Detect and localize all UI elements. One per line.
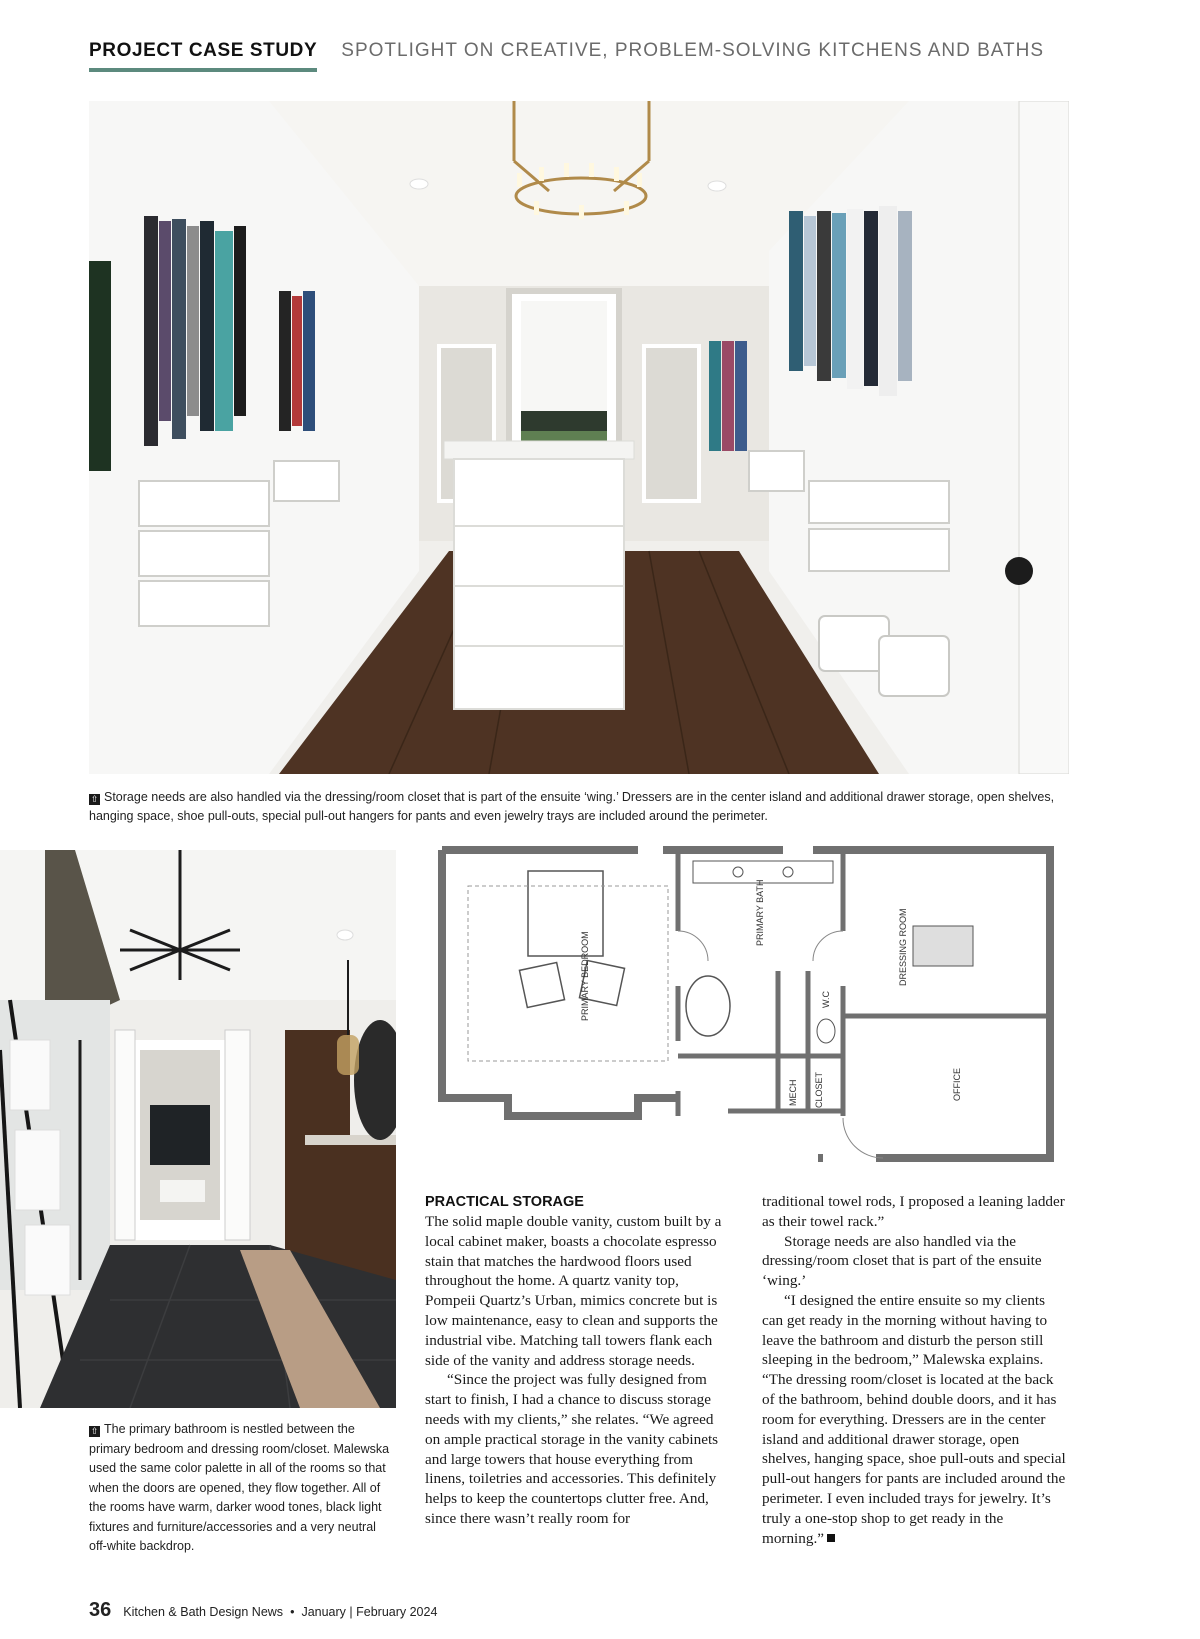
floor-plan (438, 846, 1054, 1168)
publication-name: Kitchen & Bath Design News (123, 1605, 284, 1619)
article-subhead: PRACTICAL STORAGE (425, 1194, 584, 1210)
footer-separator: • (290, 1605, 295, 1619)
arrow-up-icon: ⇧ (90, 1426, 99, 1436)
room-label-office: OFFICE (952, 1068, 962, 1101)
issue-date: January | February 2024 (301, 1605, 438, 1619)
article-paragraph: The solid maple double vanity, custom built by a local cabinet maker, boasts a chocolate espresso stain that matches the hardwood floors used throughout the home. A quartz vanity top, Pompeii Quartz’s Urban, mimics concrete but is low maintenance, easy to clean and supports the industrial vibe. Matching tall towers flank each side of the vanity and address storage needs. (425, 1213, 722, 1369)
room-label-dressing-room: DRESSING ROOM (898, 908, 908, 986)
article-column-2 (762, 1192, 1068, 1548)
section-subtitle: SPOTLIGHT ON CREATIVE, PROBLEM-SOLVING KITCHENS AND BATHS (341, 40, 1045, 61)
room-label-primary-bath: PRIMARY BATH (755, 879, 765, 946)
bathroom-photo-caption (89, 1420, 395, 1557)
caption-text: Storage needs are also handled via the dressing/room closet that is part of the ensuite ‘wing.’ Dressers are in the center island and additional drawer storage, open shelves, hanging space, shoe pull-outs, special pull-out hangers for pants and even jewelry trays are included around the perimeter. (89, 790, 1055, 823)
article-paragraph: Storage needs are also handled via the dressing/room closet that is part of the ensuite ‘wing.’ (762, 1232, 1042, 1290)
caption-text: The primary bathroom is nestled between the primary bedroom and dressing room/closet. Malewska used the same color palette in all of the rooms so that when the doors are opened, they flow together. All of the rooms have warm, darker wood tones, black light fixtures and furniture/accessories and a very neutral off-white backdrop. (89, 1422, 390, 1553)
arrow-up-icon: ⇧ (90, 794, 99, 804)
article-paragraph-text: “I designed the entire ensuite so my clients can get ready in the morning without having to leave the bathroom and disturb the person still sleeping in the bedroom,” Malewska explains. “The dressing room/closet is located at the back of the bathroom, behind double doors, and it has room for everything. Dressers are in the center island and additional drawer storage, open shelves, hanging space, shoe pull-outs and special pull-out hangers for pants are included around the perimeter. I even included trays for jewelry. It’s truly a one-stop shop to get ready in the morning.” (762, 1291, 1066, 1547)
room-label-closet: CLOSET (814, 1071, 824, 1108)
bathroom-photo (0, 850, 396, 1408)
room-label-mech: MECH (788, 1079, 798, 1106)
article-paragraph-last (762, 1291, 1068, 1548)
page-header (89, 40, 1044, 74)
bathroom-illustration (0, 850, 396, 1408)
floor-plan-drawing (438, 846, 1054, 1168)
page-number: 36 (89, 1599, 112, 1621)
section-kicker: PROJECT CASE STUDY (89, 40, 317, 72)
closet-photo-caption (89, 788, 1069, 826)
article-column-1 (425, 1192, 731, 1529)
room-label-wc: W.C (821, 991, 831, 1008)
closet-illustration (89, 101, 1069, 774)
room-label-primary-bedroom: PRIMARY BEDROOM (580, 931, 590, 1021)
article-paragraph: traditional towel rods, I proposed a leaning ladder as their towel rack.” (762, 1193, 1065, 1230)
article-paragraph: “Since the project was fully designed from start to finish, I had a chance to discuss storage needs with my clients,” she relates. “We agreed on ample practical storage in the vanity cabinets and large towers that house everything from linens, toiletries and accessories. This definitely helps to keep the countertops clutter free. And, since there wasn’t really room for (425, 1371, 719, 1527)
page-footer (89, 1599, 437, 1622)
closet-photo (89, 101, 1069, 774)
end-of-article-icon (827, 1534, 835, 1542)
